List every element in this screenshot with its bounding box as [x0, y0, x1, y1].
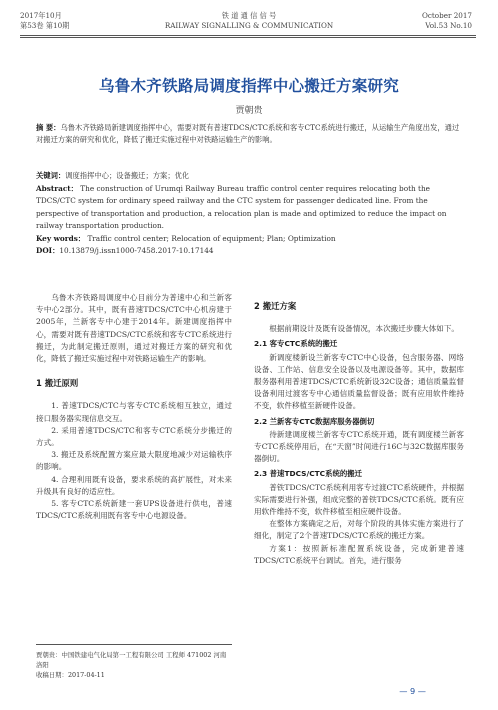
keywords-en [36, 233, 466, 245]
left-column [36, 292, 232, 522]
section-2-title: 2 搬迁方案 [254, 301, 297, 311]
abstract-cn-label: 摘 要： [36, 123, 61, 132]
header-date-en: October 2017 [421, 11, 472, 20]
header-rule-thin [20, 37, 476, 38]
principle-2: 2. 采用普速TDCS/CTC和客专CTC系统分步搬迁的方式。 [36, 425, 232, 448]
header-volume-en: Vol.53 No.10 [425, 21, 472, 30]
doi [36, 245, 466, 257]
subsection-2-3-text-2: 在整体方案确定之后，对每个阶段的具体实施方案进行了细化，制定了2个普速TDCS/CTC系统的搬迁方案。 [254, 519, 464, 541]
subsection-2-3-text-3: 方案1：按照新标准配置系统设备，完成新建普速TDCS/CTC系统平台调试。首先，进行服务 [254, 543, 464, 565]
subsection-2-2-text: 待新建调度楼兰新客专CTC系统开通，既有调度楼兰新客专CTC系统停用后，在“天窗”时间进行16C与32C数据库服务器倒切。 [254, 429, 464, 464]
intro-paragraph: 乌鲁木齐铁路局调度中心目前分为普速中心和兰新客专中心2部分。其中，既有普速TDCS/CTC中心机房建于2005年，兰新客专中心建于2014年。新建调度指挥中心，需要对既有普速TDCS/CTC系统和客专CTC系统进行搬迁，为此制定搬迁原则，通过对搬迁方案的研究和优化，降低了搬迁实施过程中对铁路运输生产的影响。 [36, 293, 232, 364]
principle-3: 3. 搬迁及系统配置方案应最大限度地减少对运输秩序的影响。 [36, 450, 232, 472]
subsection-2-1-text: 新调度楼新设兰新客专CTC中心设备，包含服务器、网络设备、工作站、信息安全设备以及电源设备等。其中，数据库服务器利用普速TDCS/CTC系统新设32C设备；通信质量监督设备利用过渡客专中心通信质量监督设备；既有应用软件维持不变，软件移植至新硬件设备。 [254, 352, 464, 411]
header-volume: 第53卷 第10期 [20, 21, 70, 30]
article-title: 乌鲁木齐铁路局调度指挥中心搬迁方案研究 [98, 77, 400, 95]
article-author: 贾朝贵 [235, 106, 263, 116]
subsection-2-3-text-1: 普铁TDCS/CTC系统利用客专过渡CTC系统硬件，并根据实际需要进行补强，组成完整的普铁TDCS/CTC系统。既有应用软件维持不变，软件移植至相应硬件设备。 [254, 482, 464, 517]
page-number: — 9 — [399, 686, 426, 696]
journal-name-cn: 铁 道 通 信 信 号 [221, 11, 277, 20]
abstract-en [36, 183, 466, 233]
principle-4: 4. 合理利用既有设备，要求系统的高扩展性，对未来升级具有良好的适应性。 [36, 474, 232, 496]
section-2-intro: 根据前期设计及既有设备情况，本次搬迁步骤大体如下。 [269, 324, 460, 334]
keywords-en-text: Traffic control center; Relocation of equipment; Plan; Optimization [87, 234, 336, 243]
journal-name-en: RAILWAY SIGNALLING & COMMUNICATION [164, 21, 334, 30]
abstract-cn [36, 122, 466, 145]
subsection-2-3-title: 2.3 普速TDCS/CTC系统的搬迁 [254, 469, 363, 479]
footnote-author-info: 贾朝贵：中国铁建电气化局第一工程有限公司 工程师 471002 河南洛阳 [36, 651, 227, 669]
principle-5: 5. 客专CTC系统新建一套UPS设备进行供电，普速TDCS/CTC系统利用既有客专中心电源设备。 [36, 499, 232, 521]
doi-label: DOI： [36, 246, 60, 255]
keywords-en-label: Key words： [36, 234, 86, 243]
header-date-volume-en [422, 11, 472, 31]
header-date: 2017年10月 [20, 11, 62, 20]
header-rule [20, 35, 476, 36]
footnote-rule [36, 644, 232, 645]
footnote [36, 650, 232, 680]
doi-text: 10.13879/j.issn1000-7458.2017-10.17144 [59, 246, 214, 255]
keywords-cn-label: 关键词： [36, 171, 66, 180]
keywords-cn [36, 170, 466, 182]
abstract-en-label: Abstract： [36, 184, 78, 193]
subsection-2-2-title: 2.2 兰新客专CTC数据库服务器倒切 [254, 416, 375, 426]
subsection-2-1-title: 2.1 客专CTC系统的搬迁 [254, 339, 338, 349]
section-1-title: 1 搬迁原则 [36, 378, 79, 389]
keywords-cn-text: 调度指挥中心；设备搬迁；方案；优化 [65, 171, 190, 180]
footnote-received: 收稿日期：2017-04-11 [36, 671, 105, 679]
abstract-cn-text: 乌鲁木齐铁路局新建调度指挥中心，需要对既有普速TDCS/CTC系统和客专CTC系统进行搬迁，从运输生产角度出发，通过对搬迁方案的研究和优化，降低了搬迁实施过程中对铁路运输生产的影响。 [36, 123, 460, 144]
right-column [254, 292, 464, 567]
principle-1: 1. 普速TDCS/CTC与客专CTC系统相互独立，通过接口服务器实现信息交互。 [36, 401, 232, 423]
abstract-en-text: The construction of Urumqi Railway Bureau traffic control center requires relocating both the TDCS/CTC system for ordinary speed railway and the CTC system for passenger dedicated line. From the perspective of transportation and production, a relocation plan is made and optimized to reduce the impact on railway transportation production. [36, 184, 447, 231]
